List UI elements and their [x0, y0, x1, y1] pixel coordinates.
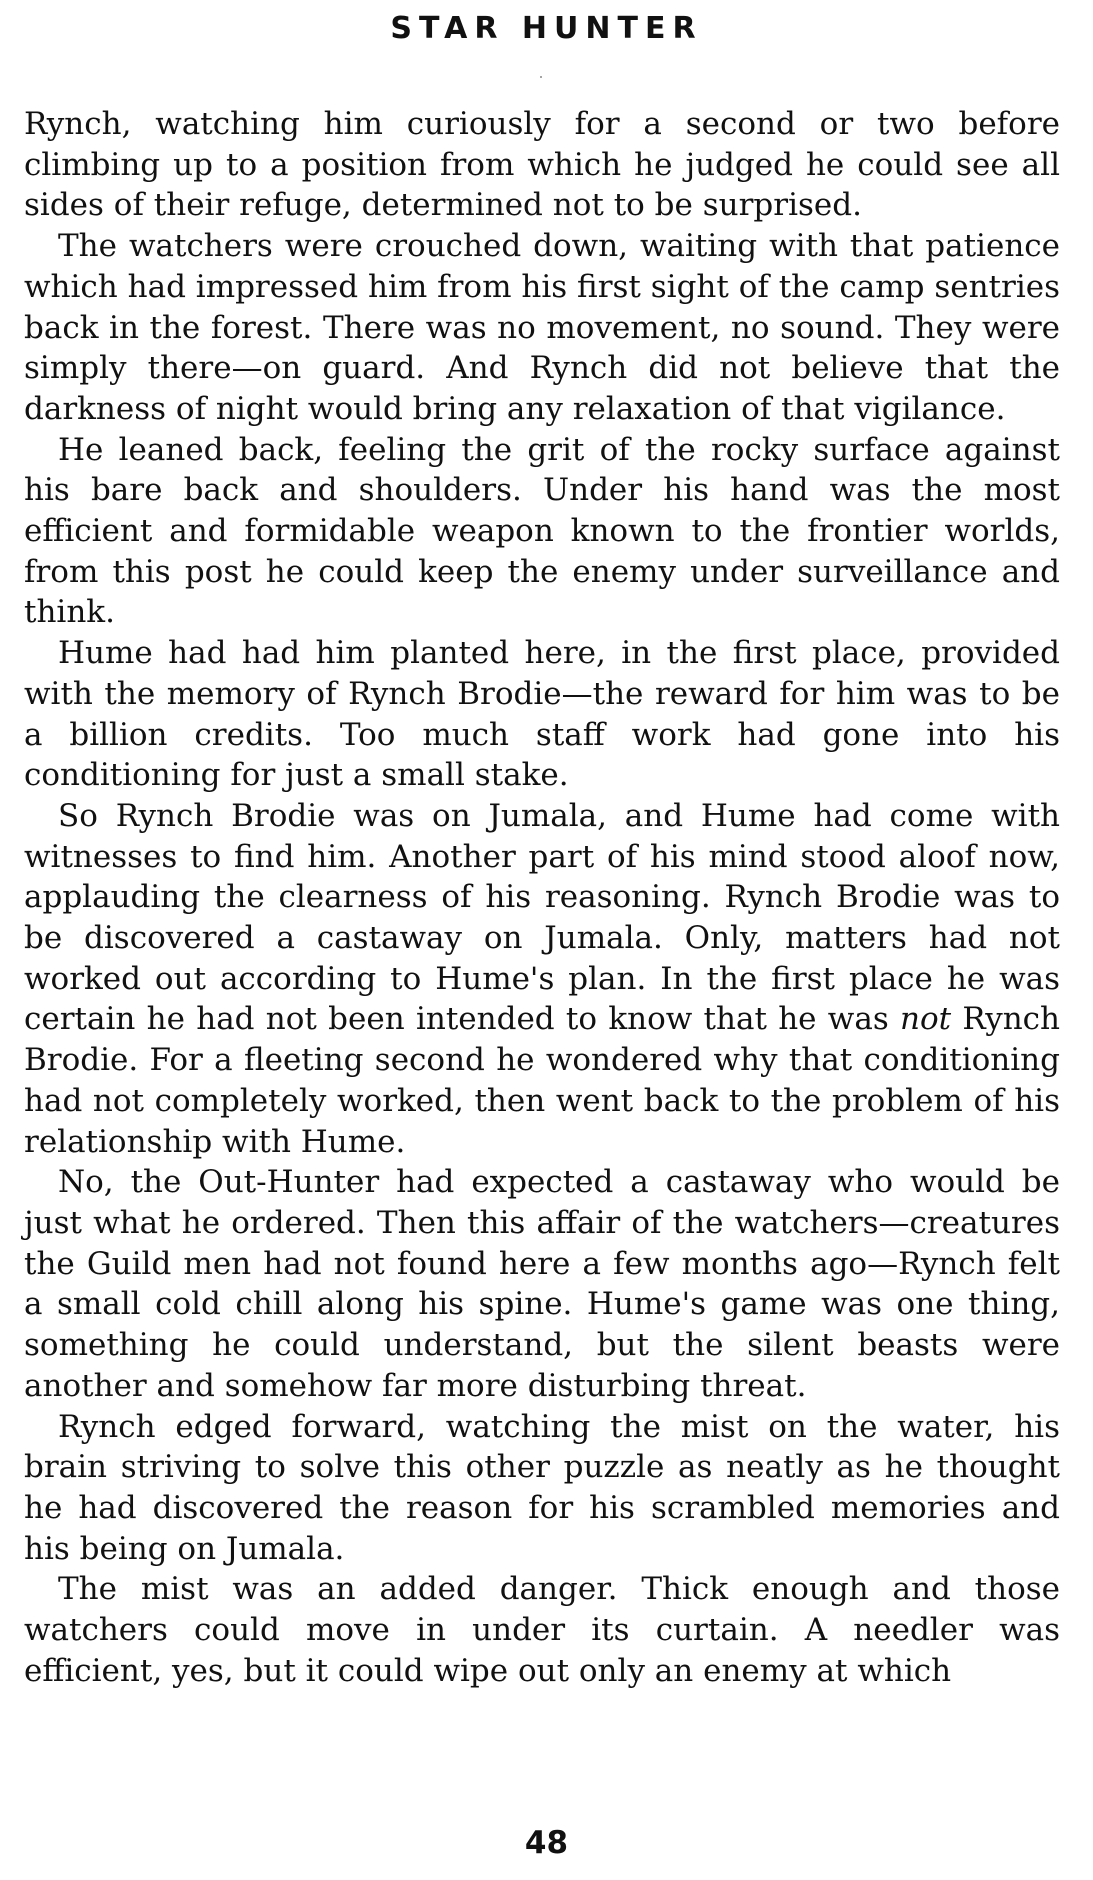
- paragraph-4: Hume had had him planted here, in the first place, provided with the memory of Rynch Brodie—the reward for him was to be a billion credits. Too much staff work had gone into his conditioning for just a small stake.: [24, 635, 1060, 794]
- paragraph-5: [24, 796, 1060, 1162]
- running-head: STAR HUNTER: [390, 11, 703, 46]
- paragraph-5-text-after: Rynch Brodie. For a fleeting second he wondered why that conditioning had not completely worked, then went back to the problem of his relationship with Hume.: [24, 1001, 1060, 1160]
- body-text: [24, 104, 1060, 1691]
- paragraph-5-text-before: So Rynch Brodie was on Jumala, and Hume had come with witnesses to find him. Another part of his mind stood aloof now, applauding the clearness of his reasoning. Rynch Brodie was to be discovered a castaway on Jumala. Only, matters had not worked out according to Hume's plan. In the first place he was certain he had not been intended to know that he was: [24, 797, 1060, 1038]
- paragraph-6: No, the Out-Hunter had expected a castaway who would be just what he ordered. Then this affair of the watchers—creatures the Guild men had not found here a few months ago—Rynch felt a small cold chill along his spine. Hume's game was one thing, something he could understand, but the silent beasts were another and somehow far more disturbing threat.: [24, 1164, 1060, 1404]
- paragraph-7: Rynch edged forward, watching the mist on the water, his brain striving to solve this other puzzle as neatly as he thought he had discovered the reason for his scrambled memories and his being on Jumala.: [24, 1408, 1060, 1567]
- paragraph-2: The watchers were crouched down, waiting with that patience which had impressed him from his first sight of the camp sentries back in the forest. There was no movement, no sound. They were simply there—on guard. And Rynch did not believe that the darkness of night would bring any relaxation of that vigilance.: [24, 228, 1060, 427]
- paragraph-3: He leaned back, feeling the grit of the rocky surface against his bare back and shoulders. Under his hand was the most efficient and formidable weapon known to the frontier worlds, from this post he could keep the enemy under surveillance and think.: [24, 431, 1060, 631]
- ink-speck: [540, 76, 542, 78]
- italic-emphasis: not: [900, 1001, 952, 1038]
- page-number: 48: [524, 1825, 569, 1861]
- paragraph-1: Rynch, watching him curiously for a second or two before climbing up to a position from which he judged he could see all sides of their refuge, determined not to be surprised.: [24, 106, 1060, 224]
- paragraph-8: The mist was an added danger. Thick enough and those watchers could move in under its curtain. A needler was efficient, yes, but it could wipe out only an enemy at which: [24, 1571, 1060, 1689]
